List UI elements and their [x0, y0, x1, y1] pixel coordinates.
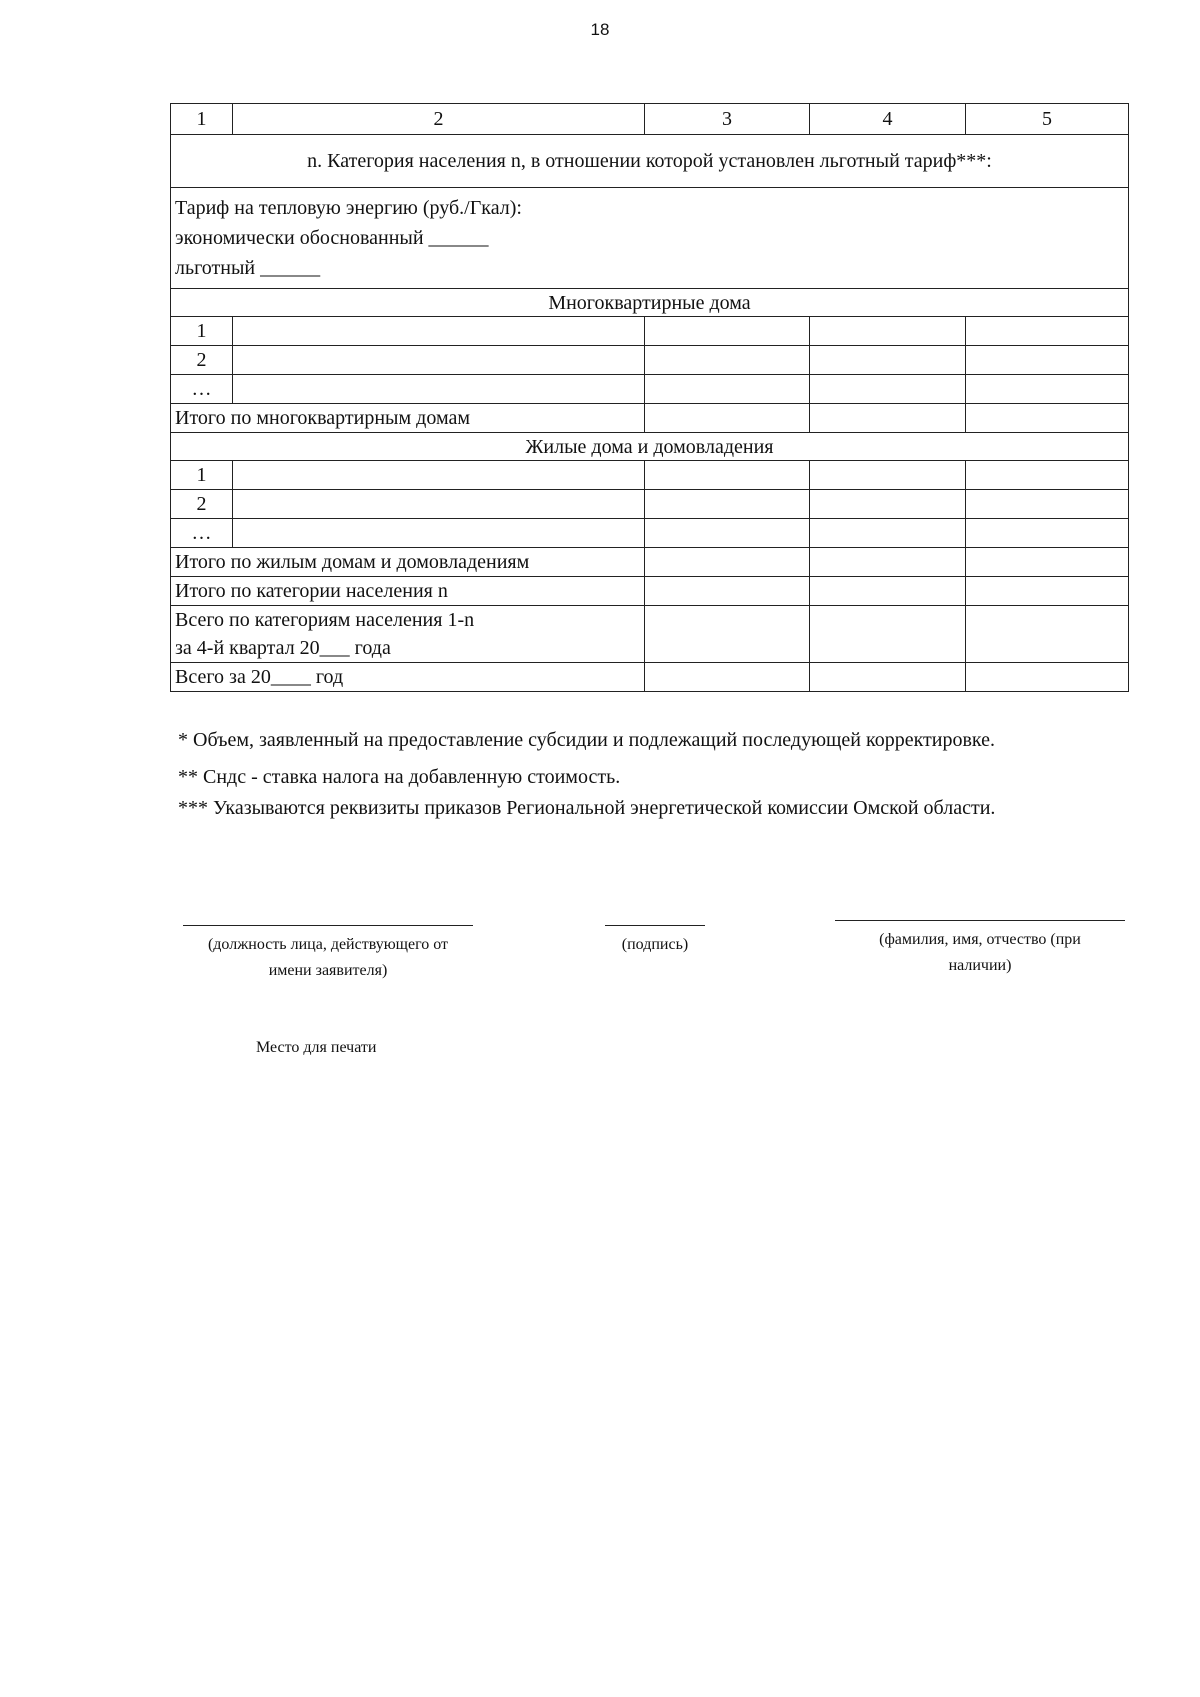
column-number-5: 5 [966, 104, 1129, 135]
row-number: 2 [171, 490, 233, 519]
stamp-place-label: Место для печати [256, 1039, 377, 1056]
empty-cell [645, 404, 810, 433]
signature-name-block [830, 920, 1130, 979]
signature-position-block [178, 925, 478, 984]
empty-cell [966, 375, 1129, 404]
empty-cell [645, 606, 810, 663]
page-number: 18 [590, 20, 610, 39]
table-row [171, 375, 1129, 404]
empty-cell [645, 519, 810, 548]
column-number-4: 4 [810, 104, 966, 135]
empty-cell [233, 375, 645, 404]
empty-cell [810, 346, 966, 375]
empty-cell [810, 490, 966, 519]
houses-total-label: Итого по жилым домам и домовладениям [171, 548, 645, 577]
tariff-economic-line: экономически обоснованный ______ [175, 227, 489, 249]
column-number-2: 2 [233, 104, 645, 135]
empty-cell [966, 548, 1129, 577]
signature-line [183, 925, 473, 926]
tariff-block [171, 188, 1129, 289]
empty-cell [966, 577, 1129, 606]
table-row [171, 490, 1129, 519]
name-caption-line-2: наличии) [948, 957, 1012, 974]
empty-cell [645, 375, 810, 404]
category-total-row [171, 577, 1129, 606]
empty-cell [233, 461, 645, 490]
name-caption-line-1: (фамилия, имя, отчество (при [879, 931, 1081, 948]
year-total-row [171, 663, 1129, 692]
footnote-volume: * Объем, заявленный на предоставление субсидии и подлежащий последующей корректировке. [178, 729, 996, 751]
year-total-label: Всего за 20____ год [171, 663, 645, 692]
all-categories-total-label [171, 606, 645, 663]
empty-cell [810, 375, 966, 404]
signature-caption: (подпись) [621, 936, 689, 953]
empty-cell [233, 519, 645, 548]
row-number: 1 [171, 317, 233, 346]
signature-line [835, 920, 1125, 921]
empty-cell [645, 461, 810, 490]
all-categories-total-row [171, 606, 1129, 663]
section-apartments-row [171, 289, 1129, 317]
empty-cell [645, 490, 810, 519]
empty-cell [810, 461, 966, 490]
empty-cell [645, 346, 810, 375]
table-row [171, 317, 1129, 346]
empty-cell [810, 663, 966, 692]
empty-cell [810, 519, 966, 548]
signature-line [605, 925, 705, 926]
column-number-1: 1 [171, 104, 233, 135]
empty-cell [966, 317, 1129, 346]
empty-cell [810, 317, 966, 346]
table-row [171, 461, 1129, 490]
empty-cell [966, 490, 1129, 519]
position-caption-line-1: (должность лица, действующего от [207, 936, 449, 953]
empty-cell [810, 577, 966, 606]
empty-cell [810, 404, 966, 433]
houses-total-row [171, 548, 1129, 577]
row-number: 1 [171, 461, 233, 490]
section-houses-title: Жилые дома и домовладения [171, 433, 1129, 461]
empty-cell [966, 404, 1129, 433]
category-row [171, 135, 1129, 188]
empty-cell [233, 346, 645, 375]
section-apartments-title: Многоквартирные дома [171, 289, 1129, 317]
all-categories-total-line-1: Всего по категориям населения 1-n [175, 609, 475, 631]
section-houses-row [171, 433, 1129, 461]
column-number-row [171, 104, 1129, 135]
footnote-orders: *** Указываются реквизиты приказов Региональной энергетической комиссии Омской области. [178, 797, 996, 819]
table-row [171, 346, 1129, 375]
subsidy-form-table [170, 103, 1129, 692]
empty-cell [645, 663, 810, 692]
empty-cell [966, 663, 1129, 692]
all-categories-total-line-2: за 4-й квартал 20___ года [175, 637, 391, 659]
tariff-row [171, 188, 1129, 289]
apartments-total-row [171, 404, 1129, 433]
empty-cell [966, 346, 1129, 375]
empty-cell [645, 577, 810, 606]
apartments-total-label: Итого по многоквартирным домам [171, 404, 645, 433]
empty-cell [810, 606, 966, 663]
empty-cell [233, 490, 645, 519]
category-total-label: Итого по категории населения n [171, 577, 645, 606]
row-number: 2 [171, 346, 233, 375]
column-number-3: 3 [645, 104, 810, 135]
empty-cell [645, 317, 810, 346]
row-number: … [171, 375, 233, 404]
position-caption-line-2: имени заявителя) [268, 962, 388, 979]
signature-sign-block [590, 925, 720, 958]
tariff-preferential-line: льготный ______ [175, 257, 321, 279]
tariff-heading: Тариф на тепловую энергию (руб./Гкал): [175, 197, 522, 219]
empty-cell [966, 606, 1129, 663]
table-row [171, 519, 1129, 548]
empty-cell [966, 519, 1129, 548]
empty-cell [645, 548, 810, 577]
empty-cell [233, 317, 645, 346]
category-title: n. Категория населения n, в отношении которой установлен льготный тариф***: [171, 135, 1129, 188]
footnotes [178, 725, 1108, 824]
footnote-vat: ** Сндс - ставка налога на добавленную стоимость. [178, 766, 621, 788]
empty-cell [966, 461, 1129, 490]
empty-cell [810, 548, 966, 577]
row-number: … [171, 519, 233, 548]
